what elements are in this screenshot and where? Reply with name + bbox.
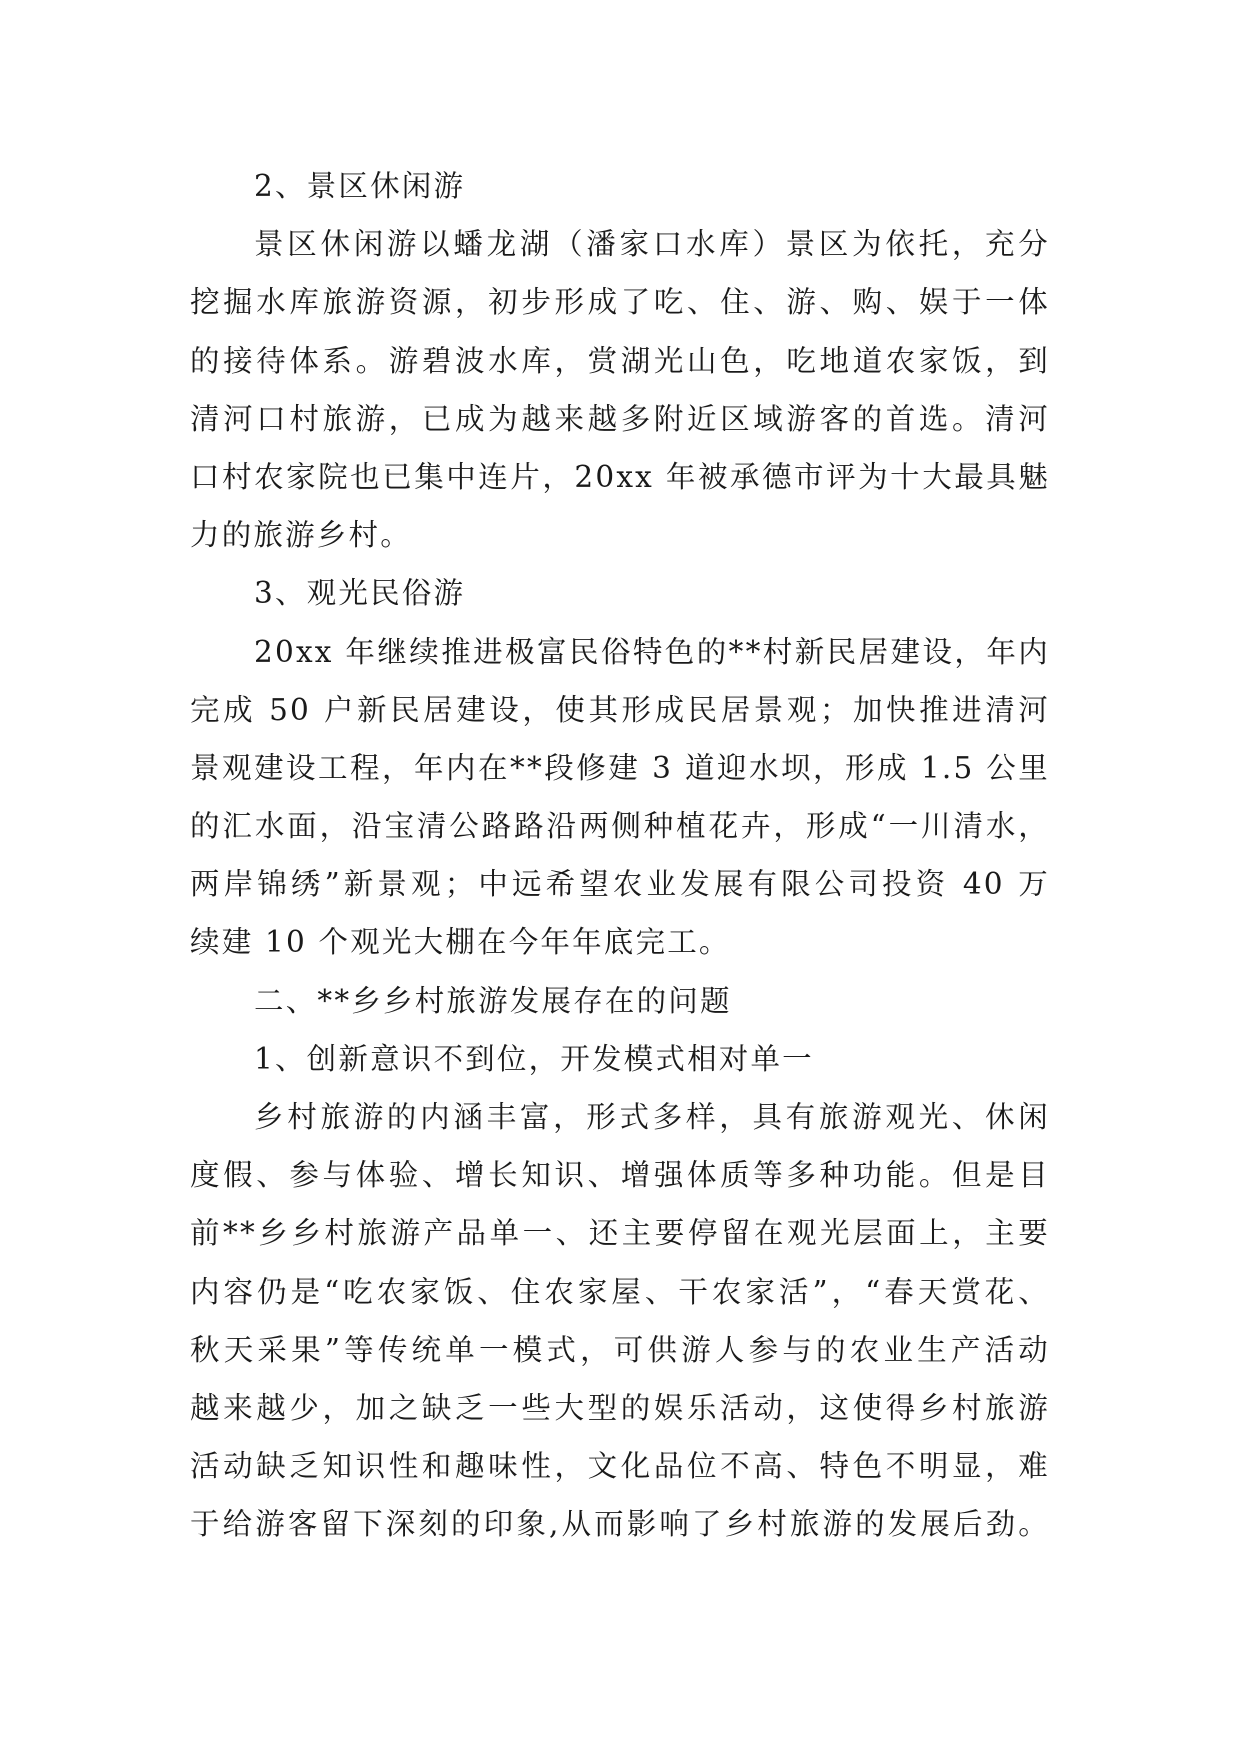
text-line: 续建 10 个观光大棚在今年年底完工。: [190, 925, 731, 960]
text-line: 乡村旅游的内涵丰富，形式多样，具有旅游观光、休闲: [254, 1100, 1050, 1134]
text-line: 清河口村旅游，已成为越来越多附近区域游客的首选。清河: [190, 401, 1050, 436]
text-line: 景观建设工程，年内在**段修建 3 道迎水坝，形成 1.5 公里: [190, 750, 1050, 785]
text-line: 景区休闲游以蟠龙湖（潘家口水库）景区为依托，充分: [254, 227, 1050, 262]
text-line: 完成 50 户新民居建设，使其形成民居景观；加快推进清河: [190, 692, 1050, 727]
text-line: 度假、参与体验、增长知识、增强体质等多种功能。但是目: [190, 1158, 1050, 1193]
text-line: 内容仍是“吃农家饭、住农家屋、干农家活”，“春天赏花、: [190, 1274, 1050, 1309]
text-line: 3、观光民俗游: [254, 576, 466, 611]
text-line: 的汇水面，沿宝清公路路沿两侧种植花卉，形成“一川清水，: [190, 809, 1050, 844]
text-line: 力的旅游乡村。: [190, 518, 412, 553]
document-body: [190, 157, 1050, 1554]
text-line: 两岸锦绣”新景观；中远希望农业发展有限公司投资 40 万: [190, 867, 1050, 902]
text-line: 越来越少，加之缺乏一些大型的娱乐活动，这使得乡村旅游: [190, 1390, 1050, 1425]
text-line: 口村农家院也已集中连片，20xx 年被承德市评为十大最具魅: [190, 459, 1050, 494]
text-line: 的接待体系。游碧波水库，赏湖光山色，吃地道农家饭，到: [190, 343, 1050, 378]
text-line: 2、景区休闲游: [254, 169, 466, 203]
text-line: 20xx 年继续推进极富民俗特色的**村新民居建设，年内: [254, 634, 1050, 669]
text-line: 二、**乡乡村旅游发展存在的问题: [254, 983, 732, 1018]
text-line: 活动缺乏知识性和趣味性，文化品位不高、特色不明显，难: [190, 1449, 1050, 1484]
text-line: 前**乡乡村旅游产品单一、还主要停留在观光层面上，主要: [190, 1216, 1050, 1251]
text-line: 挖掘水库旅游资源，初步形成了吃、住、游、购、娱于一体: [190, 285, 1050, 320]
text-line: 秋天采果”等传统单一模式，可供游人参与的农业生产活动: [190, 1332, 1050, 1367]
text-line: 于给游客留下深刻的印象,从而影响了乡村旅游的发展后劲。: [190, 1507, 1050, 1542]
text-line: 1、创新意识不到位，开发模式相对单一: [254, 1041, 814, 1076]
